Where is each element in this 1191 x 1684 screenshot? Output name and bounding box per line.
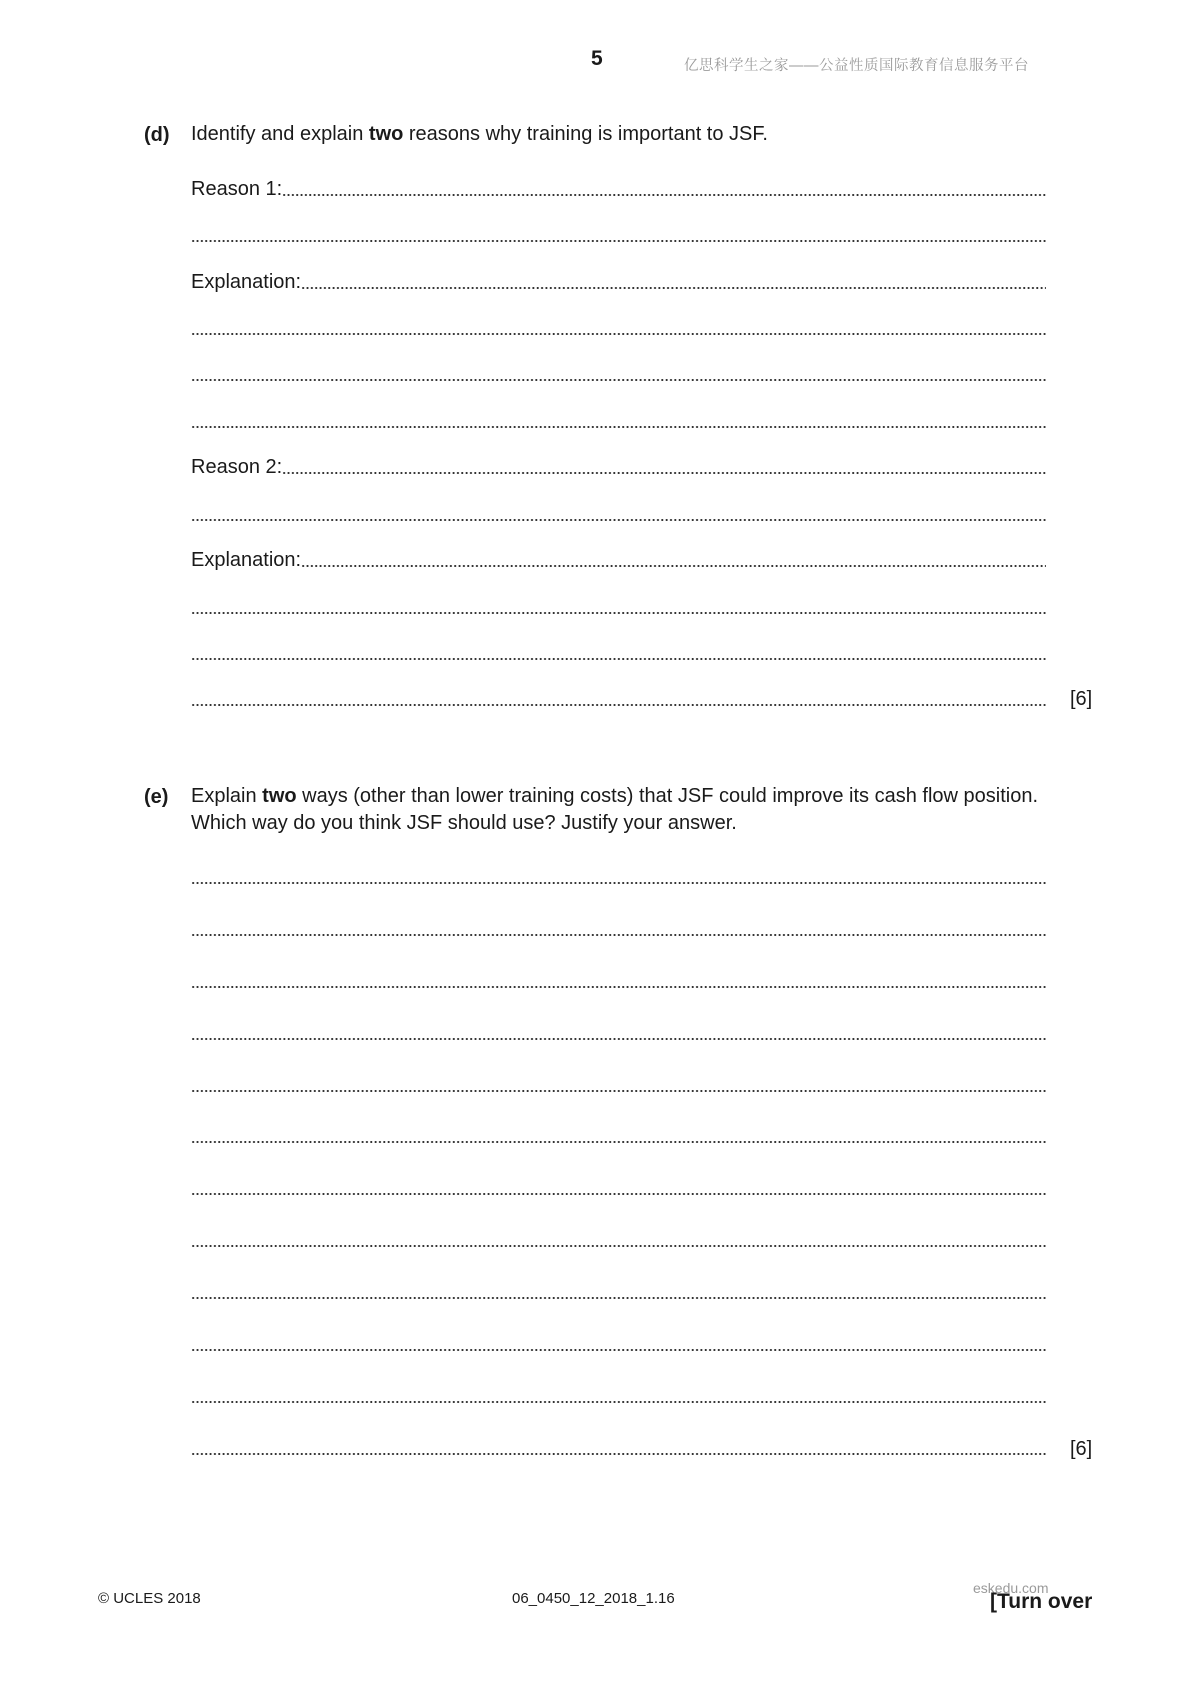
answer-line-explanation-2[interactable] <box>191 548 1046 572</box>
question-e-line-2: Which way do you think JSF should use? Justify your answer. <box>191 812 737 834</box>
reason-2-label: Reason 2: <box>191 456 283 478</box>
answer-line[interactable] <box>191 316 1046 340</box>
answer-line[interactable] <box>191 409 1046 433</box>
answer-line[interactable] <box>191 362 1046 386</box>
answer-line[interactable] <box>191 1021 1046 1045</box>
answer-line[interactable] <box>191 1228 1046 1252</box>
answer-line[interactable] <box>191 595 1046 619</box>
answer-line[interactable] <box>191 917 1046 941</box>
question-d-text <box>191 121 768 148</box>
answer-line[interactable] <box>191 687 1046 711</box>
question-d-label: (d) <box>144 124 170 146</box>
question-d-text-start: Identify and explain <box>191 123 369 145</box>
answer-line[interactable] <box>191 865 1046 889</box>
answer-line[interactable] <box>191 1176 1046 1200</box>
answer-line[interactable] <box>191 969 1046 993</box>
question-e-line-1 <box>191 783 1038 810</box>
answer-line[interactable] <box>191 1124 1046 1148</box>
question-e-text-start: Explain <box>191 785 263 807</box>
copyright: © UCLES 2018 <box>98 1590 201 1607</box>
answer-line[interactable] <box>191 641 1046 665</box>
turn-over: [Turn over <box>990 1590 1093 1613</box>
paper-code: 06_0450_12_2018_1.16 <box>512 1590 675 1607</box>
answer-line[interactable] <box>191 1280 1046 1304</box>
answer-line[interactable] <box>191 223 1046 247</box>
reason-1-label: Reason 1: <box>191 178 283 200</box>
answer-line[interactable] <box>191 502 1046 526</box>
answer-line[interactable] <box>191 1436 1046 1460</box>
question-d-text-end: reasons why training is important to JSF. <box>403 123 768 145</box>
header-watermark: 亿思科学生之家——公益性质国际教育信息服务平台 <box>684 58 1029 74</box>
answer-line-explanation-1[interactable] <box>191 270 1046 294</box>
explanation-2-label: Explanation: <box>191 549 302 571</box>
explanation-1-label: Explanation: <box>191 271 302 293</box>
question-e-text <box>191 783 1038 837</box>
question-d-text-bold: two <box>368 123 404 145</box>
footer-watermark: eskedu.com <box>973 1580 1049 1596</box>
page-number: 5 <box>591 47 603 70</box>
question-e-text-end: ways (other than lower training costs) that JSF could improve its cash flow position. <box>296 785 1039 807</box>
answer-line[interactable] <box>191 1073 1046 1097</box>
answer-line[interactable] <box>191 1332 1046 1356</box>
question-e-label: (e) <box>144 786 169 808</box>
question-e-text-bold: two <box>262 785 297 807</box>
answer-line[interactable] <box>191 1384 1046 1408</box>
question-d-marks: [6] <box>1070 688 1093 710</box>
answer-line-reason-2[interactable] <box>191 455 1046 479</box>
answer-line-reason-1[interactable] <box>191 177 1046 201</box>
question-e-marks: [6] <box>1070 1438 1093 1460</box>
